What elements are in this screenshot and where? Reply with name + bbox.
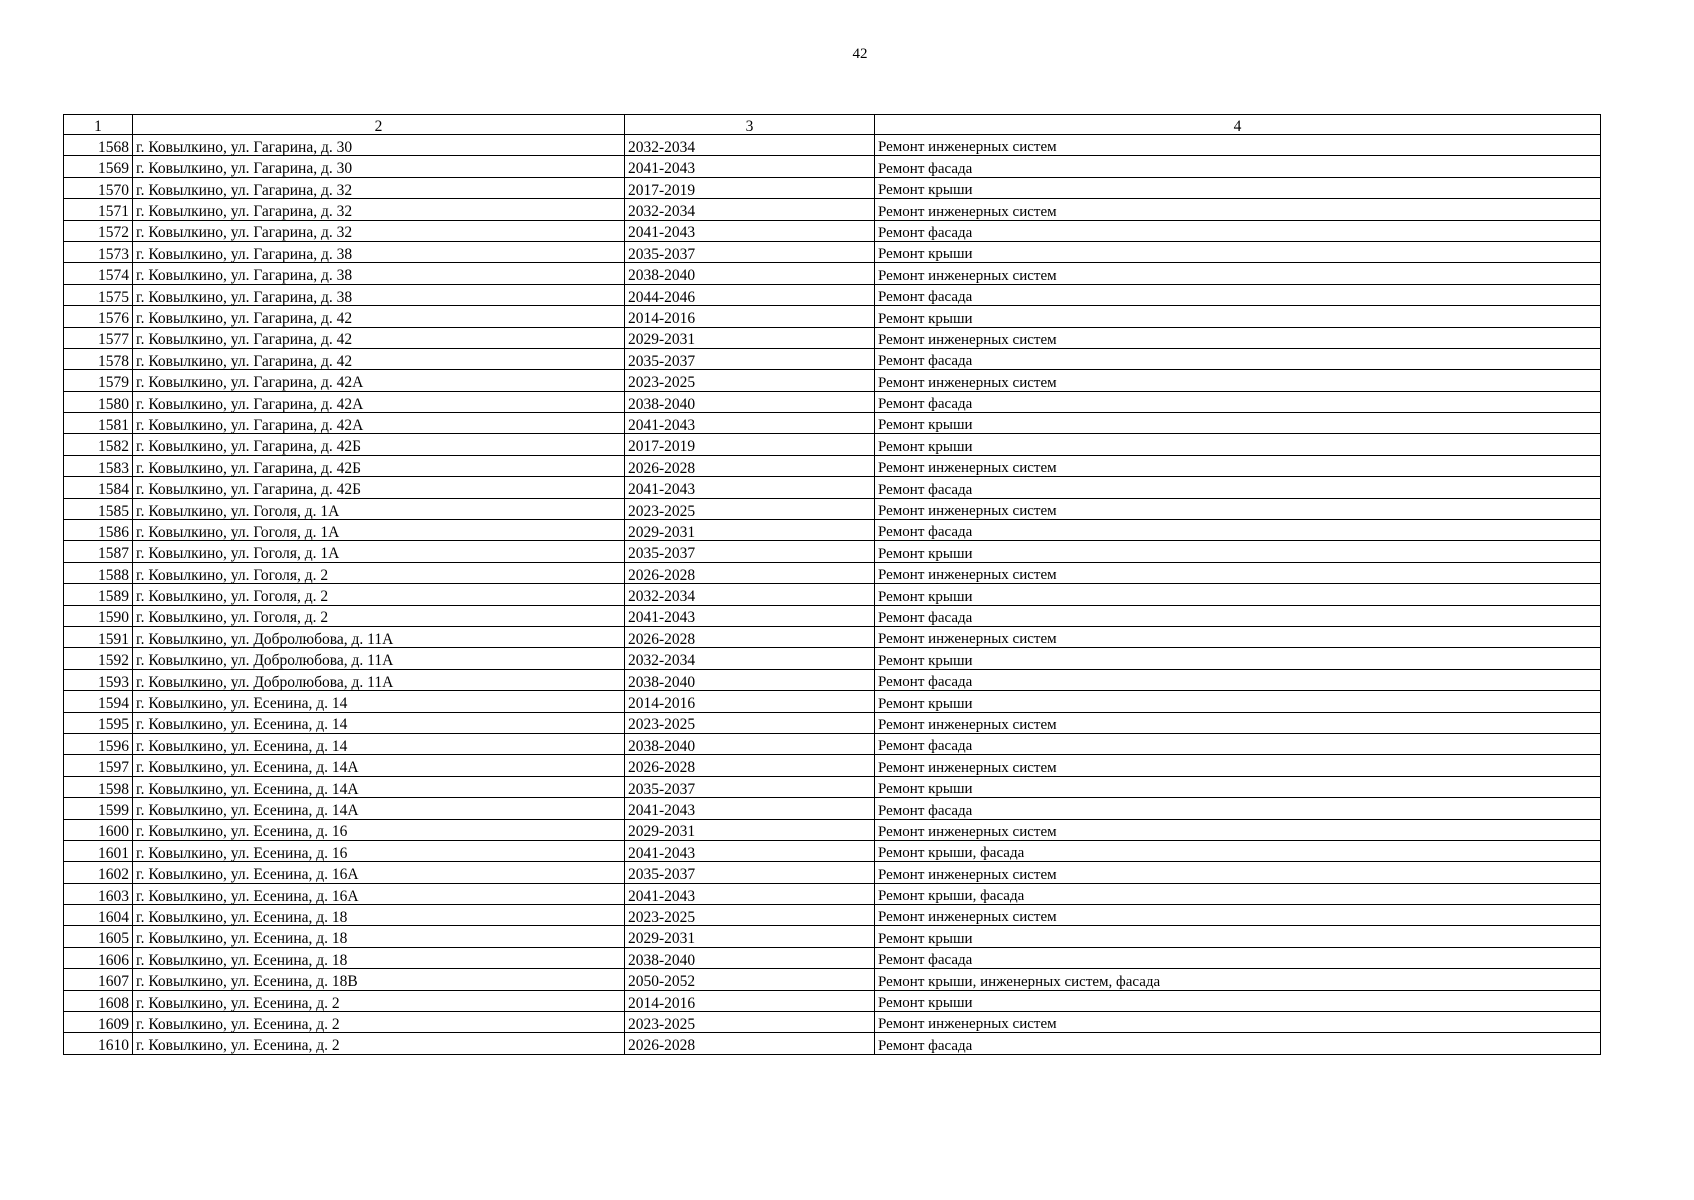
- table-row: [64, 263, 1601, 284]
- row-number-cell: 1600: [64, 819, 133, 840]
- period-cell: 2023-2025: [625, 370, 875, 391]
- row-number-cell: 1608: [64, 990, 133, 1011]
- address-cell: г. Ковылкино, ул. Гоголя, д. 2: [133, 584, 625, 605]
- work-type-cell: Ремонт фасада: [875, 220, 1601, 241]
- table-row: [64, 434, 1601, 455]
- period-cell: 2023-2025: [625, 1012, 875, 1033]
- address-cell: г. Ковылкино, ул. Гагарина, д. 30: [133, 156, 625, 177]
- row-number-cell: 1597: [64, 755, 133, 776]
- table-row: [64, 199, 1601, 220]
- row-number-cell: 1581: [64, 413, 133, 434]
- row-number-cell: 1607: [64, 969, 133, 990]
- row-number-cell: 1587: [64, 541, 133, 562]
- address-cell: г. Ковылкино, ул. Гагарина, д. 42: [133, 348, 625, 369]
- table-row: [64, 669, 1601, 690]
- address-cell: г. Ковылкино, ул. Гагарина, д. 30: [133, 135, 625, 156]
- row-number-cell: 1568: [64, 135, 133, 156]
- row-number-cell: 1609: [64, 1012, 133, 1033]
- period-cell: 2041-2043: [625, 840, 875, 861]
- address-cell: г. Ковылкино, ул. Гагарина, д. 42: [133, 306, 625, 327]
- work-type-cell: Ремонт инженерных систем: [875, 263, 1601, 284]
- period-cell: 2035-2037: [625, 241, 875, 262]
- row-number-cell: 1610: [64, 1033, 133, 1054]
- work-type-cell: Ремонт крыши: [875, 926, 1601, 947]
- period-cell: 2041-2043: [625, 477, 875, 498]
- row-number-cell: 1590: [64, 605, 133, 626]
- row-number-cell: 1598: [64, 776, 133, 797]
- address-cell: г. Ковылкино, ул. Есенина, д. 14: [133, 712, 625, 733]
- row-number-cell: 1606: [64, 947, 133, 968]
- address-cell: г. Ковылкино, ул. Гагарина, д. 42Б: [133, 434, 625, 455]
- address-cell: г. Ковылкино, ул. Добролюбова, д. 11А: [133, 626, 625, 647]
- table-row: [64, 1033, 1601, 1054]
- work-type-cell: Ремонт фасада: [875, 733, 1601, 754]
- period-cell: 2017-2019: [625, 434, 875, 455]
- work-type-cell: Ремонт инженерных систем: [875, 862, 1601, 883]
- work-type-cell: Ремонт инженерных систем: [875, 712, 1601, 733]
- table-header: [64, 115, 1601, 135]
- table-row: [64, 177, 1601, 198]
- table-row: [64, 348, 1601, 369]
- period-cell: 2026-2028: [625, 755, 875, 776]
- table-row: [64, 135, 1601, 156]
- column-header-2: 2: [133, 115, 625, 135]
- repair-schedule-table: [63, 114, 1601, 1055]
- work-type-cell: Ремонт фасада: [875, 798, 1601, 819]
- work-type-cell: Ремонт инженерных систем: [875, 370, 1601, 391]
- table-row: [64, 1012, 1601, 1033]
- period-cell: 2026-2028: [625, 1033, 875, 1054]
- table-row: [64, 520, 1601, 541]
- work-type-cell: Ремонт крыши, фасада: [875, 840, 1601, 861]
- row-number-cell: 1573: [64, 241, 133, 262]
- table-row: [64, 477, 1601, 498]
- row-number-cell: 1585: [64, 498, 133, 519]
- row-number-cell: 1571: [64, 199, 133, 220]
- period-cell: 2050-2052: [625, 969, 875, 990]
- address-cell: г. Ковылкино, ул. Есенина, д. 2: [133, 1033, 625, 1054]
- address-cell: г. Ковылкино, ул. Гоголя, д. 2: [133, 562, 625, 583]
- row-number-cell: 1578: [64, 348, 133, 369]
- row-number-cell: 1576: [64, 306, 133, 327]
- row-number-cell: 1601: [64, 840, 133, 861]
- row-number-cell: 1593: [64, 669, 133, 690]
- row-number-cell: 1572: [64, 220, 133, 241]
- table-row: [64, 819, 1601, 840]
- address-cell: г. Ковылкино, ул. Гоголя, д. 1А: [133, 520, 625, 541]
- row-number-cell: 1603: [64, 883, 133, 904]
- period-cell: 2014-2016: [625, 306, 875, 327]
- address-cell: г. Ковылкино, ул. Есенина, д. 18: [133, 947, 625, 968]
- work-type-cell: Ремонт крыши: [875, 691, 1601, 712]
- table-row: [64, 969, 1601, 990]
- table-row: [64, 798, 1601, 819]
- row-number-cell: 1584: [64, 477, 133, 498]
- table-row: [64, 156, 1601, 177]
- work-type-cell: Ремонт крыши: [875, 648, 1601, 669]
- period-cell: 2041-2043: [625, 220, 875, 241]
- period-cell: 2032-2034: [625, 648, 875, 669]
- period-cell: 2032-2034: [625, 135, 875, 156]
- period-cell: 2038-2040: [625, 733, 875, 754]
- address-cell: г. Ковылкино, ул. Есенина, д. 18: [133, 905, 625, 926]
- work-type-cell: Ремонт крыши: [875, 990, 1601, 1011]
- table-row: [64, 905, 1601, 926]
- address-cell: г. Ковылкино, ул. Гагарина, д. 42А: [133, 370, 625, 391]
- work-type-cell: Ремонт фасада: [875, 669, 1601, 690]
- period-cell: 2041-2043: [625, 413, 875, 434]
- row-number-cell: 1594: [64, 691, 133, 712]
- work-type-cell: Ремонт инженерных систем: [875, 562, 1601, 583]
- period-cell: 2017-2019: [625, 177, 875, 198]
- period-cell: 2026-2028: [625, 626, 875, 647]
- row-number-cell: 1583: [64, 455, 133, 476]
- row-number-cell: 1596: [64, 733, 133, 754]
- work-type-cell: Ремонт инженерных систем: [875, 135, 1601, 156]
- row-number-cell: 1595: [64, 712, 133, 733]
- work-type-cell: Ремонт крыши, инженерных систем, фасада: [875, 969, 1601, 990]
- column-header-3: 3: [625, 115, 875, 135]
- work-type-cell: Ремонт инженерных систем: [875, 1012, 1601, 1033]
- period-cell: 2029-2031: [625, 819, 875, 840]
- work-type-cell: Ремонт фасада: [875, 477, 1601, 498]
- period-cell: 2038-2040: [625, 669, 875, 690]
- page-number: 42: [852, 46, 868, 62]
- work-type-cell: Ремонт крыши, фасада: [875, 883, 1601, 904]
- period-cell: 2032-2034: [625, 199, 875, 220]
- table-row: [64, 327, 1601, 348]
- period-cell: 2023-2025: [625, 712, 875, 733]
- period-cell: 2044-2046: [625, 284, 875, 305]
- work-type-cell: Ремонт фасада: [875, 605, 1601, 626]
- address-cell: г. Ковылкино, ул. Гагарина, д. 42: [133, 327, 625, 348]
- work-type-cell: Ремонт инженерных систем: [875, 455, 1601, 476]
- address-cell: г. Ковылкино, ул. Гагарина, д. 38: [133, 263, 625, 284]
- period-cell: 2014-2016: [625, 990, 875, 1011]
- table-row: [64, 370, 1601, 391]
- address-cell: г. Ковылкино, ул. Гагарина, д. 38: [133, 241, 625, 262]
- period-cell: 2023-2025: [625, 905, 875, 926]
- work-type-cell: Ремонт крыши: [875, 541, 1601, 562]
- address-cell: г. Ковылкино, ул. Добролюбова, д. 11А: [133, 648, 625, 669]
- address-cell: г. Ковылкино, ул. Есенина, д. 16: [133, 819, 625, 840]
- row-number-cell: 1602: [64, 862, 133, 883]
- table-row: [64, 306, 1601, 327]
- row-number-cell: 1604: [64, 905, 133, 926]
- work-type-cell: Ремонт фасада: [875, 156, 1601, 177]
- table-row: [64, 755, 1601, 776]
- period-cell: 2014-2016: [625, 691, 875, 712]
- table-row: [64, 391, 1601, 412]
- work-type-cell: Ремонт фасада: [875, 284, 1601, 305]
- row-number-cell: 1605: [64, 926, 133, 947]
- address-cell: г. Ковылкино, ул. Есенина, д. 14А: [133, 798, 625, 819]
- row-number-cell: 1569: [64, 156, 133, 177]
- address-cell: г. Ковылкино, ул. Есенина, д. 2: [133, 990, 625, 1011]
- work-type-cell: Ремонт инженерных систем: [875, 819, 1601, 840]
- work-type-cell: Ремонт инженерных систем: [875, 755, 1601, 776]
- period-cell: 2023-2025: [625, 498, 875, 519]
- work-type-cell: Ремонт крыши: [875, 584, 1601, 605]
- table-row: [64, 498, 1601, 519]
- work-type-cell: Ремонт фасада: [875, 391, 1601, 412]
- period-cell: 2029-2031: [625, 926, 875, 947]
- address-cell: г. Ковылкино, ул. Гагарина, д. 32: [133, 199, 625, 220]
- period-cell: 2026-2028: [625, 562, 875, 583]
- work-type-cell: Ремонт крыши: [875, 776, 1601, 797]
- row-number-cell: 1579: [64, 370, 133, 391]
- table-row: [64, 862, 1601, 883]
- work-type-cell: Ремонт инженерных систем: [875, 199, 1601, 220]
- row-number-cell: 1580: [64, 391, 133, 412]
- work-type-cell: Ремонт крыши: [875, 413, 1601, 434]
- row-number-cell: 1589: [64, 584, 133, 605]
- row-number-cell: 1591: [64, 626, 133, 647]
- work-type-cell: Ремонт инженерных систем: [875, 327, 1601, 348]
- period-cell: 2035-2037: [625, 541, 875, 562]
- column-header-1: 1: [64, 115, 133, 135]
- period-cell: 2041-2043: [625, 605, 875, 626]
- address-cell: г. Ковылкино, ул. Есенина, д. 14: [133, 733, 625, 754]
- period-cell: 2035-2037: [625, 862, 875, 883]
- work-type-cell: Ремонт фасада: [875, 520, 1601, 541]
- table-row: [64, 712, 1601, 733]
- table-row: [64, 733, 1601, 754]
- work-type-cell: Ремонт крыши: [875, 177, 1601, 198]
- table-row: [64, 413, 1601, 434]
- column-header-4: 4: [875, 115, 1601, 135]
- address-cell: г. Ковылкино, ул. Есенина, д. 16А: [133, 883, 625, 904]
- address-cell: г. Ковылкино, ул. Гагарина, д. 32: [133, 220, 625, 241]
- row-number-cell: 1577: [64, 327, 133, 348]
- work-type-cell: Ремонт инженерных систем: [875, 626, 1601, 647]
- row-number-cell: 1586: [64, 520, 133, 541]
- work-type-cell: Ремонт фасада: [875, 1033, 1601, 1054]
- row-number-cell: 1592: [64, 648, 133, 669]
- period-cell: 2026-2028: [625, 455, 875, 476]
- table-row: [64, 220, 1601, 241]
- address-cell: г. Ковылкино, ул. Гагарина, д. 42Б: [133, 477, 625, 498]
- address-cell: г. Ковылкино, ул. Гагарина, д. 42А: [133, 413, 625, 434]
- table-row: [64, 584, 1601, 605]
- table-row: [64, 626, 1601, 647]
- row-number-cell: 1575: [64, 284, 133, 305]
- table-row: [64, 562, 1601, 583]
- table-row: [64, 691, 1601, 712]
- address-cell: г. Ковылкино, ул. Гагарина, д. 32: [133, 177, 625, 198]
- period-cell: 2032-2034: [625, 584, 875, 605]
- header-row: [64, 115, 1601, 135]
- address-cell: г. Ковылкино, ул. Есенина, д. 18В: [133, 969, 625, 990]
- work-type-cell: Ремонт крыши: [875, 434, 1601, 455]
- address-cell: г. Ковылкино, ул. Гагарина, д. 42Б: [133, 455, 625, 476]
- address-cell: г. Ковылкино, ул. Есенина, д. 18: [133, 926, 625, 947]
- address-cell: г. Ковылкино, ул. Есенина, д. 14А: [133, 776, 625, 797]
- address-cell: г. Ковылкино, ул. Гагарина, д. 42А: [133, 391, 625, 412]
- work-type-cell: Ремонт инженерных систем: [875, 905, 1601, 926]
- work-type-cell: Ремонт фасада: [875, 348, 1601, 369]
- table-row: [64, 840, 1601, 861]
- table-row: [64, 541, 1601, 562]
- address-cell: г. Ковылкино, ул. Добролюбова, д. 11А: [133, 669, 625, 690]
- period-cell: 2035-2037: [625, 348, 875, 369]
- table-row: [64, 455, 1601, 476]
- table-row: [64, 926, 1601, 947]
- table-body: [64, 135, 1601, 1055]
- table-row: [64, 883, 1601, 904]
- table-row: [64, 947, 1601, 968]
- row-number-cell: 1582: [64, 434, 133, 455]
- address-cell: г. Ковылкино, ул. Есенина, д. 2: [133, 1012, 625, 1033]
- address-cell: г. Ковылкино, ул. Есенина, д. 14А: [133, 755, 625, 776]
- period-cell: 2038-2040: [625, 391, 875, 412]
- address-cell: г. Ковылкино, ул. Гоголя, д. 1А: [133, 541, 625, 562]
- row-number-cell: 1570: [64, 177, 133, 198]
- table-row: [64, 605, 1601, 626]
- table-row: [64, 776, 1601, 797]
- period-cell: 2041-2043: [625, 883, 875, 904]
- period-cell: 2041-2043: [625, 156, 875, 177]
- period-cell: 2038-2040: [625, 263, 875, 284]
- period-cell: 2038-2040: [625, 947, 875, 968]
- work-type-cell: Ремонт крыши: [875, 241, 1601, 262]
- period-cell: 2035-2037: [625, 776, 875, 797]
- period-cell: 2029-2031: [625, 520, 875, 541]
- row-number-cell: 1588: [64, 562, 133, 583]
- address-cell: г. Ковылкино, ул. Гагарина, д. 38: [133, 284, 625, 305]
- table-row: [64, 284, 1601, 305]
- address-cell: г. Ковылкино, ул. Есенина, д. 14: [133, 691, 625, 712]
- row-number-cell: 1574: [64, 263, 133, 284]
- address-cell: г. Ковылкино, ул. Гоголя, д. 1А: [133, 498, 625, 519]
- table-row: [64, 241, 1601, 262]
- table-row: [64, 990, 1601, 1011]
- address-cell: г. Ковылкино, ул. Есенина, д. 16: [133, 840, 625, 861]
- address-cell: г. Ковылкино, ул. Гоголя, д. 2: [133, 605, 625, 626]
- period-cell: 2029-2031: [625, 327, 875, 348]
- table-row: [64, 648, 1601, 669]
- work-type-cell: Ремонт инженерных систем: [875, 498, 1601, 519]
- work-type-cell: Ремонт крыши: [875, 306, 1601, 327]
- period-cell: 2041-2043: [625, 798, 875, 819]
- address-cell: г. Ковылкино, ул. Есенина, д. 16А: [133, 862, 625, 883]
- row-number-cell: 1599: [64, 798, 133, 819]
- work-type-cell: Ремонт фасада: [875, 947, 1601, 968]
